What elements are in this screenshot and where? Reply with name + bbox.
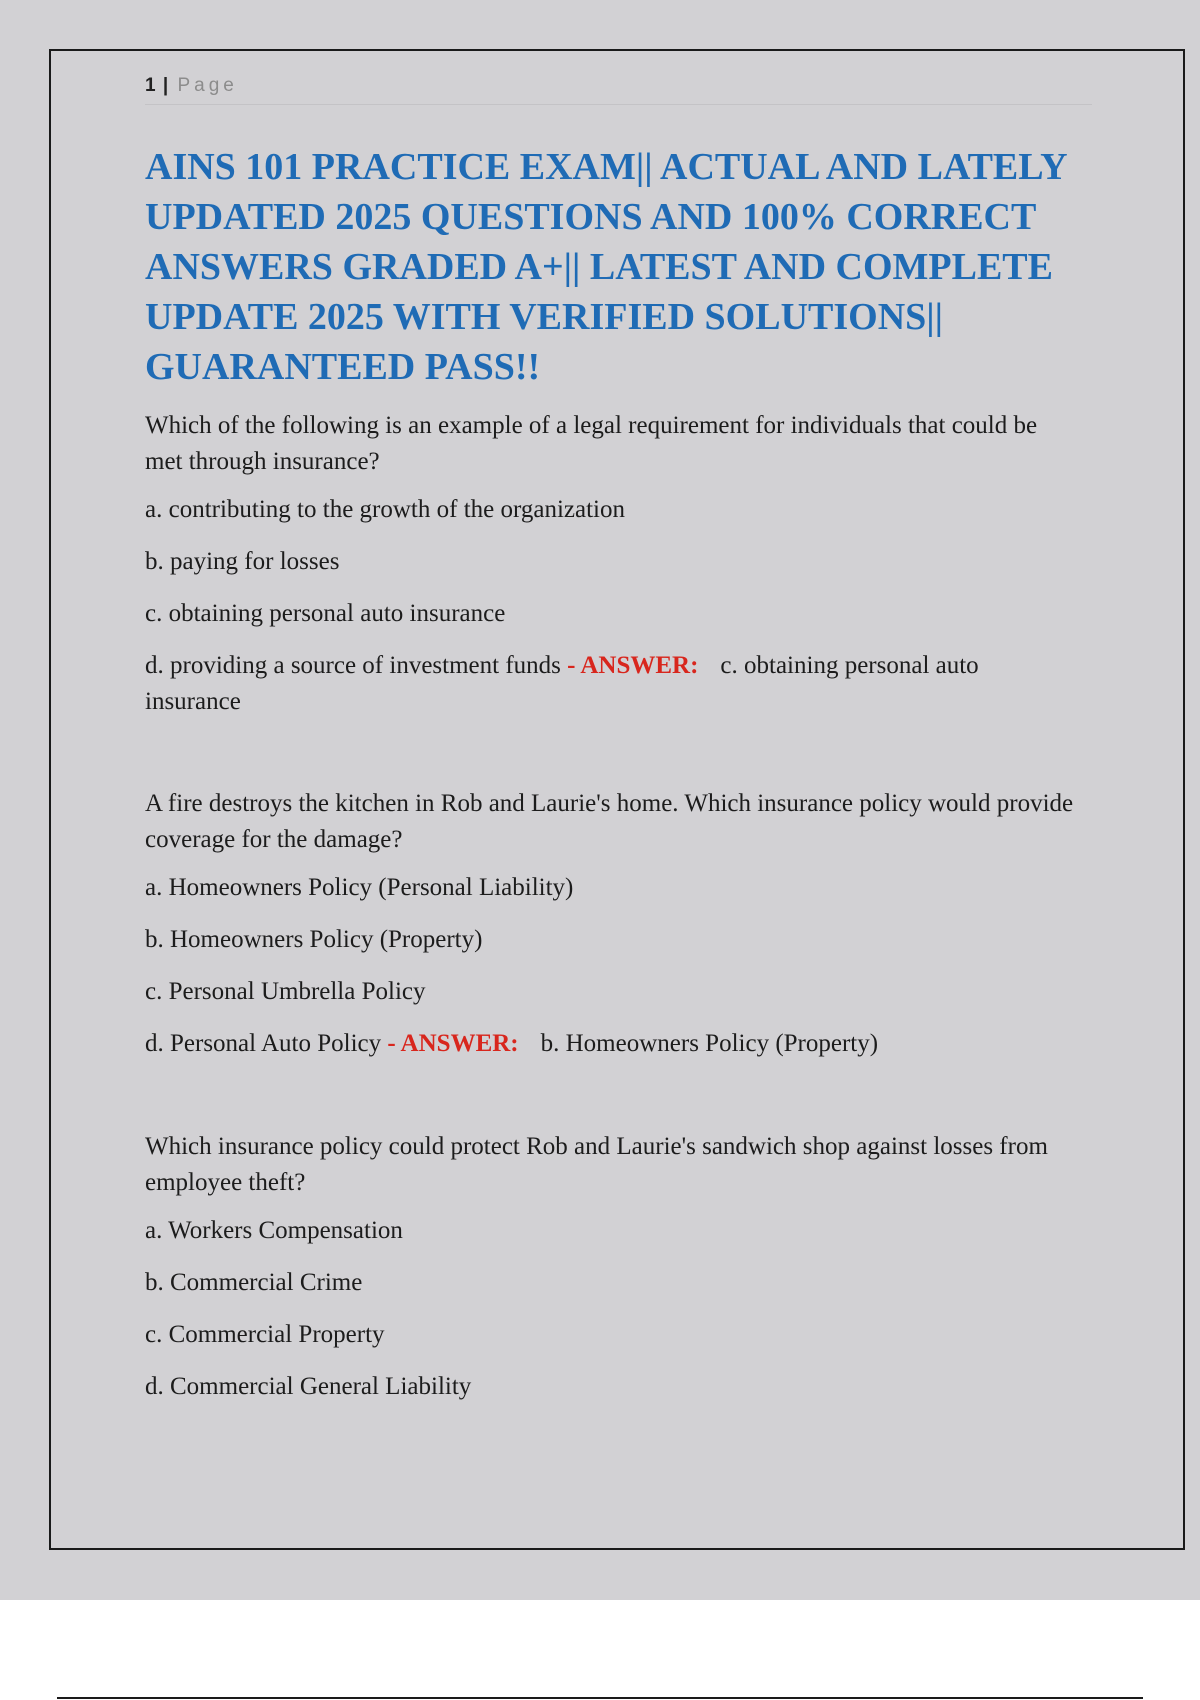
page-header-separator: | <box>162 75 169 96</box>
answer-option-text: d. Personal Auto Policy <box>145 1030 382 1057</box>
answer-option: c. Personal Umbrella Policy <box>145 978 426 1005</box>
document-title: AINS 101 PRACTICE EXAM|| ACTUAL AND LATELY UPDATED 2025 QUESTIONS AND 100% CORRECT ANSWERS GRADED A+|| LATEST AND COMPLETE UPDATE 2025 WITH VERIFIED SOLUTIONS|| GUARANTEED PASS!! <box>145 146 1067 388</box>
answer-option: b. paying for losses <box>145 548 340 575</box>
answer-option: b. Commercial Crime <box>145 1269 363 1296</box>
answer-label: - ANSWER: <box>567 652 699 679</box>
question-text: Which insurance policy could protect Rob and Laurie's sandwich shop against losses from employee theft? <box>145 1133 1048 1196</box>
answer-label: - ANSWER: <box>387 1030 519 1057</box>
answer-option-with-answer <box>145 1026 1075 1062</box>
answer-option: a. contributing to the growth of the organization <box>145 496 625 523</box>
question-text: A fire destroys the kitchen in Rob and Laurie's home. Which insurance policy would provide coverage for the damage? <box>145 790 1074 853</box>
question-text: Which of the following is an example of a legal requirement for individuals that could be met through insurance? <box>145 412 1038 475</box>
answer-option-text: d. providing a source of investment funds <box>145 652 561 679</box>
question-block <box>145 408 1075 736</box>
page-number: 1 <box>145 75 156 96</box>
page-header <box>145 72 1092 105</box>
answer-option: b. Homeowners Policy (Property) <box>145 926 483 953</box>
answer-option: a. Workers Compensation <box>145 1217 403 1244</box>
next-page-top-rule <box>57 1697 1143 1699</box>
page-label: Page <box>177 75 238 96</box>
correct-answer: b. Homeowners Policy (Property) <box>540 1030 879 1057</box>
answer-option: c. Commercial Property <box>145 1321 385 1348</box>
correct-answer: c. obtaining personal auto insurance <box>145 652 979 715</box>
answer-option: c. obtaining personal auto insurance <box>145 600 506 627</box>
question-block <box>145 1129 1075 1421</box>
answer-option-with-answer <box>145 648 1075 720</box>
answer-option: a. Homeowners Policy (Personal Liability) <box>145 874 574 901</box>
question-block <box>145 786 1075 1078</box>
answer-option: d. Commercial General Liability <box>145 1373 472 1400</box>
